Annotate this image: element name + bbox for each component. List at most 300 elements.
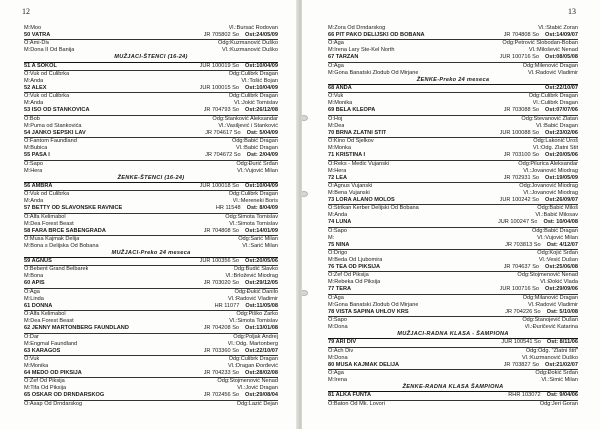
registration-number: JR 703088 Šo — [503, 107, 540, 114]
entry-number: 54 — [24, 129, 31, 136]
parent-info: M:Zora Od Drndarskog — [328, 25, 386, 31]
parent-info: M:Anda — [24, 100, 44, 107]
entry-detail-row — [328, 145, 578, 152]
entry-title — [24, 107, 90, 114]
entry-title — [328, 175, 347, 182]
entry-detail-row — [24, 161, 278, 168]
breeder-owner-info: Vl.:Brložević Miodrag — [225, 273, 278, 280]
entry-number: 69 — [328, 107, 335, 114]
parent-info: M: — [328, 234, 335, 241]
parent-info: M:Bona s Delijska Od Bobana — [24, 242, 99, 249]
parent-info: M:Hera — [328, 167, 347, 174]
entry-title — [24, 258, 52, 265]
parent-info: M:Bubica — [24, 145, 48, 152]
breeder-owner-info: Vl.:Jovanović Miodrag — [523, 189, 578, 196]
registration-number: JUR 100716 Šo — [499, 54, 540, 61]
entry-title — [328, 286, 351, 293]
entry-title — [328, 54, 358, 61]
dog-name: MUSA KAJMAK DELIJA — [335, 361, 399, 368]
parent-info: O:Vuk — [328, 93, 344, 100]
entry-title — [328, 219, 351, 226]
entry-detail-row — [328, 205, 578, 212]
entry-header-row — [328, 197, 578, 205]
entry-detail-row — [24, 191, 278, 198]
breeder-owner-info: Vl.:Jovanović Miodrag — [523, 167, 578, 174]
dog-name: ANDA — [335, 84, 352, 91]
entry-detail-row — [24, 334, 278, 341]
entry-header-row — [328, 264, 578, 272]
parent-info: O:Asap Od Drndarskog — [24, 400, 83, 407]
parent-info: O:Musa Kajmak Delija — [24, 235, 80, 242]
birth-date: Ost: 8/04/09 — [246, 205, 278, 212]
entry-title — [24, 228, 106, 235]
breeder-owner-info: Odg:Babić Dragan — [231, 138, 278, 145]
entry-detail-row — [24, 266, 278, 273]
entry-detail-row — [328, 317, 578, 324]
entry-title — [328, 130, 386, 137]
breeder-owner-info: Vl.:Kuzmanović Duško — [222, 47, 278, 54]
entry-header-row — [328, 152, 578, 160]
entry-header-row — [328, 242, 578, 250]
entry-number: 50 — [24, 32, 31, 38]
parent-info: O:Aga — [328, 40, 344, 47]
dog-name: AGNUS — [31, 258, 52, 265]
registration-number: JUR 100247 Šo — [497, 219, 538, 226]
entry-detail-row — [24, 138, 278, 145]
dog-name: OSKAR OD DRNDARSKOG — [31, 392, 105, 399]
entry-title — [24, 63, 57, 70]
left-page-number: 12 — [22, 7, 30, 16]
parent-info: M:Linda — [24, 295, 44, 302]
birth-date: Ost:29/09/06 — [545, 286, 578, 293]
birth-date: Ost:29/08/04 — [245, 392, 278, 399]
parent-info: O:Zef Od Piksija — [328, 272, 369, 279]
left-page — [0, 0, 298, 429]
breeder-owner-info: Odg:Petrović Slobodan-Boban — [502, 40, 578, 47]
breeder-owner-info: Vl.:Đuričević Katarina — [524, 324, 578, 331]
entry-detail-row — [24, 25, 278, 32]
breeder-owner-info: Vl.:Vujović Milan — [537, 234, 578, 241]
entry-title — [24, 32, 50, 39]
dog-name: BELA KLEOPA — [335, 107, 376, 114]
entry-detail-row — [328, 93, 578, 100]
entry-title — [328, 32, 425, 39]
parent-info: O:Vuk od Ćulibrka — [24, 93, 70, 100]
entry-detail-row — [24, 236, 278, 243]
entry-number: 60 — [24, 280, 31, 287]
entry-header-row — [24, 228, 278, 236]
breeder-owner-info: Odg:Milenović Dragan — [522, 62, 578, 69]
parent-info: O:Aga — [328, 62, 344, 69]
birth-date: Ost:21/02/07 — [545, 361, 578, 368]
entry-detail-row — [328, 40, 578, 47]
registration-number: JR 704226 Šo — [505, 308, 541, 315]
breeder-owner-info: Vl.:Tošić Bojan — [241, 77, 278, 84]
parent-info: O:Vuk od Ćulibrka — [24, 191, 70, 198]
dog-name: TEA OD PIKSIJA — [335, 264, 381, 271]
registration-number: JR 703813 Šo — [505, 241, 541, 248]
breeder-owner-info: Vl.:Vesić Dušan — [538, 257, 578, 264]
entry-number: 78 — [328, 308, 335, 315]
breeder-owner-info: Vl.:Babić Dragan — [236, 145, 278, 152]
breeder-owner-info: Vl.:Mereneki Boris — [232, 198, 278, 205]
parent-info: O:Reks - Medic Vujanski — [328, 160, 390, 167]
breeder-owner-info: Vl.:Kuzmanović Duško — [522, 354, 578, 361]
breeder-owner-info: Vl.:Đokić Vlada — [540, 279, 578, 286]
section-heading: MUŽJACI-RADNA KLASA - ŠAMPIONA — [328, 331, 578, 339]
entry-number: 63 — [24, 347, 31, 354]
birth-date: Ost:28/02/08 — [245, 370, 278, 377]
entry-detail-row — [328, 295, 578, 302]
entry-number: 51 — [24, 62, 31, 69]
entry-header-row — [24, 152, 278, 160]
breeder-owner-info: Vl.:Babić Milosav — [535, 212, 578, 219]
binding-hole — [302, 290, 308, 296]
entry-header-row — [328, 130, 578, 138]
entry-header-row — [24, 392, 278, 400]
entry-detail-row — [24, 71, 278, 78]
entry-detail-row — [328, 168, 578, 175]
registration-number: JR 704808 Šo — [503, 32, 540, 38]
registration-number: JR 702456 Šo — [203, 392, 240, 399]
parent-info: M:Beda Od Ljubomira — [328, 257, 383, 264]
parent-info: M:Bona — [24, 273, 44, 280]
dog-name: NINA — [335, 241, 350, 248]
birth-date: Ost:14/01/09 — [245, 227, 278, 234]
breeder-owner-info: Vl.:Stabić Zoran — [538, 25, 578, 31]
parent-info: O:Bob — [24, 115, 40, 122]
parent-info: M:Puma od Stankovića — [24, 122, 82, 129]
entry-header-row — [328, 309, 578, 317]
entry-detail-row — [328, 116, 578, 123]
breeder-owner-info: Vl.:Jokić Tomislav — [233, 100, 278, 107]
entry-detail-row — [328, 100, 578, 107]
parent-info: M:Dona II Od Banija — [24, 47, 75, 54]
birth-date: Ost:07/07/06 — [545, 107, 578, 114]
entry-title — [24, 370, 82, 377]
entry-number: 80 — [328, 361, 335, 368]
entry-number: 67 — [328, 54, 335, 61]
entry-detail-row — [24, 93, 278, 100]
parent-info: M:Dea Forest Beast — [24, 220, 74, 227]
parent-info: M:Moo — [24, 25, 42, 31]
birth-date: Ost: 9/04/06 — [546, 392, 578, 399]
right-page — [302, 0, 600, 429]
registration-number: JUR 100018 Šo — [199, 182, 240, 189]
entry-header-row — [24, 130, 278, 138]
entry-detail-row — [328, 235, 578, 242]
breeder-owner-info: Odg:Ćulibrk Dragan — [228, 356, 278, 363]
registration-number: JR 704617 Šo — [205, 129, 241, 136]
parent-info: M:Monika — [24, 363, 49, 370]
entry-detail-row — [24, 123, 278, 130]
birth-date: Ost:26/12/08 — [245, 107, 278, 114]
entry-number: 76 — [328, 264, 335, 271]
breeder-owner-info: Vl.:Radović Vladimir — [527, 69, 578, 76]
parent-info: O:Ach Div — [328, 347, 354, 354]
breeder-owner-info: Vl.:Radović Vladimir — [227, 295, 278, 302]
parent-info: O:Alfa Kelimabol — [24, 213, 66, 220]
breeder-owner-info: Odg:Šarić Milan — [238, 235, 278, 242]
entry-detail-row — [24, 341, 278, 348]
breeder-owner-info: Odg:Stevanović Zlatan — [521, 115, 578, 122]
entry-detail-row — [328, 272, 578, 279]
entry-detail-row — [328, 47, 578, 54]
parent-info: M:Dona — [328, 324, 348, 331]
parent-info: M:Hera — [24, 167, 43, 174]
entry-detail-row — [328, 123, 578, 130]
entry-number: 74 — [328, 219, 335, 226]
entry-detail-row — [24, 243, 278, 250]
parent-info: O:Baton Od Mk. Lovori — [328, 400, 385, 407]
entry-title — [328, 242, 349, 249]
entry-number: 59 — [24, 258, 31, 265]
entry-header-row — [328, 392, 578, 400]
dog-name: VATRA — [31, 32, 51, 38]
entry-detail-row — [24, 289, 278, 296]
dog-name: TARZAN — [335, 54, 359, 61]
entry-detail-row — [24, 311, 278, 318]
registration-number: JR 703020 Šo — [203, 280, 240, 287]
entry-detail-row — [328, 257, 578, 264]
birth-date: Ost:29/12/05 — [245, 280, 278, 287]
birth-date: Ost:14/09/07 — [545, 32, 578, 38]
entry-title — [328, 197, 395, 204]
entry-detail-row — [328, 279, 578, 286]
parent-info: O:Ami-Div — [24, 40, 50, 47]
dog-name: JANKO ŠEPSKI LAV — [31, 129, 86, 136]
entry-detail-row — [24, 214, 278, 221]
breeder-owner-info: Odg:Ćulibrk Dragan — [228, 70, 278, 77]
birth-date: Ost:20/05/06 — [245, 258, 278, 265]
dog-name: TERA — [335, 286, 352, 293]
parent-info: O:Agnus Vujanski — [328, 182, 373, 189]
section-heading: MUŽJACI-ŠTENCI (16-24) — [24, 54, 278, 62]
dog-name: BRNA ZLATNI ŠTIT — [335, 129, 387, 136]
birth-date: Ost:22/10/07 — [545, 84, 578, 91]
registration-number: JUR 100716 Šo — [499, 286, 540, 293]
entry-title — [24, 325, 129, 332]
entry-header-row — [24, 348, 278, 356]
registration-number: JR 702931 Šo — [503, 174, 540, 181]
entry-detail-row — [24, 385, 278, 392]
birth-date: Ost:10/04/09 — [245, 182, 278, 189]
binding-hole — [302, 191, 308, 197]
entry-header-row — [24, 63, 278, 71]
breeder-owner-info: Vl.:Odg. Martonberg — [227, 340, 278, 347]
parent-info: O:Zef Od Piksija — [24, 378, 65, 385]
parent-info: O:Aga — [24, 288, 40, 295]
entry-title — [24, 303, 52, 310]
entry-detail-row — [24, 40, 278, 47]
entry-detail-row — [24, 100, 278, 107]
entry-header-row — [328, 362, 578, 370]
entry-detail-row — [24, 116, 278, 123]
breeder-owner-info: Vl.:Babić Dragan — [536, 122, 578, 129]
breeder-owner-info: Odg:Piško Zarko — [236, 311, 278, 318]
entry-number: 77 — [328, 286, 335, 293]
registration-number: JR 704233 Šo — [203, 370, 240, 377]
entry-number: 70 — [328, 129, 335, 136]
dog-name: ALKA FUNTA — [335, 392, 372, 399]
parent-info: M:Dea Forest Beast — [24, 318, 74, 325]
parent-info: M:Dona — [328, 354, 348, 361]
breeder-owner-info: Odg:Babić Dragan — [531, 227, 578, 234]
breeder-owner-info: Odg:Đukić Danilo — [234, 288, 278, 295]
parent-info: O:Strikan Kerber Delijski Od Bobana — [328, 205, 419, 212]
breeder-owner-info: Odg:Milanović Dragan — [522, 294, 578, 301]
parent-info: M:Gona Banatski Zlodub Od Mirjane — [328, 301, 419, 308]
parent-info: M:Gona Banatski Zlodub Od Mirjane — [328, 69, 419, 76]
entry-title — [24, 152, 50, 159]
section-heading: ŽENKE-RADNA KLASA ŠAMPIONA — [328, 384, 578, 392]
registration-number: RHR 103072 — [508, 392, 541, 399]
breeder-owner-info: Odg:Đurić Srđan — [236, 160, 278, 167]
breeder-owner-info: Odg:Đokić Srđan — [535, 370, 578, 377]
parent-info: M:Rebeka Od Piksija — [328, 279, 381, 286]
entry-title — [24, 205, 122, 212]
parent-info: O:Šapo — [24, 160, 43, 167]
entry-detail-row — [24, 363, 278, 370]
right-page-number: 13 — [568, 7, 576, 16]
entry-title — [328, 392, 371, 399]
entry-number: 57 — [24, 205, 31, 212]
breeder-owner-info: Vl.:Simota Tomislav — [229, 318, 278, 325]
section-heading: MUŽJACI-Preko 24 meseca — [24, 250, 278, 258]
entry-header-row — [24, 32, 278, 40]
breeder-owner-info: Odg:Babić Miloš — [537, 205, 578, 212]
dog-name: ISO OD STANKOVIĆA — [31, 107, 90, 114]
registration-number: JR 704672 Šo — [205, 152, 241, 159]
entry-detail-row — [328, 212, 578, 219]
registration-number: JR 704637 Šo — [503, 264, 540, 271]
entry-detail-row — [328, 401, 578, 408]
entry-header-row — [24, 205, 278, 213]
parent-info: O:Hoj — [328, 115, 343, 122]
entry-detail-row — [24, 378, 278, 385]
breeder-owner-info: Odg:Stojmenović Nenad — [517, 272, 578, 279]
birth-date: Ost: 5/10/08 — [546, 308, 578, 315]
birth-date: Ost:24/05/09 — [245, 32, 278, 38]
breeder-owner-info: Odg:Stanković Aleksandar — [212, 115, 278, 122]
birth-date: Ost:19/05/09 — [545, 174, 578, 181]
entry-number: 75 — [328, 241, 335, 248]
right-page-listing — [328, 25, 578, 408]
entry-header-row — [24, 183, 278, 191]
breeder-owner-info: Odg:Pilurica Aleksandar — [518, 160, 578, 167]
entry-detail-row — [328, 70, 578, 77]
dog-name: KARAGOŠ — [31, 347, 61, 354]
breeder-owner-info: Odg:Ćulibrk Dragan — [228, 93, 278, 100]
breeder-owner-info: Odg:Lakonić Uroš — [533, 138, 578, 145]
breeder-owner-info: Odg:Budić Slavko — [233, 266, 278, 273]
breeder-owner-info: Vl.:Simota Tomislav — [229, 220, 278, 227]
registration-number: JUR 100541 Šo — [501, 339, 541, 346]
entry-detail-row — [328, 63, 578, 70]
entry-number: 72 — [328, 174, 335, 181]
registration-number: JR 703827 Šo — [503, 361, 540, 368]
entry-title — [328, 362, 399, 369]
entry-header-row — [328, 85, 578, 93]
entry-title — [328, 85, 352, 92]
registration-number: JR 704793 Šo — [203, 107, 240, 114]
dog-name: LEA — [335, 174, 347, 181]
dog-name: KRISTINA I — [335, 152, 366, 159]
entry-header-row — [24, 107, 278, 115]
breeder-owner-info: Vl.:Bursać Rodovan — [228, 25, 278, 31]
dog-name: FARA BRCE ŠABENGRADA — [31, 227, 106, 234]
entry-title — [24, 348, 60, 355]
breeder-owner-info: Vl.:Šarić Milan — [242, 242, 278, 249]
registration-number: JR 704208 Šo — [203, 325, 240, 332]
breeder-owner-info: Odg:Lazić Dejan — [236, 400, 278, 407]
section-heading: ŽENKE-Preko 24 meseca — [328, 77, 578, 85]
entry-number: 62 — [24, 325, 31, 332]
entry-header-row — [24, 370, 278, 378]
left-page-listing — [24, 25, 278, 408]
breeder-owner-info: Vl.:Dragan Đorđević — [227, 363, 278, 370]
parent-info: M:Tifa Od Piksija — [24, 385, 67, 392]
entry-title — [24, 183, 52, 190]
birth-date: Ost:08/05/08 — [545, 54, 578, 61]
entry-title — [328, 152, 365, 159]
entry-detail-row — [24, 168, 278, 175]
entry-detail-row — [24, 296, 278, 303]
entry-number: 52 — [24, 84, 31, 91]
entry-title — [24, 85, 47, 92]
registration-number: JUR 100015 Šo — [199, 84, 240, 91]
section-heading: ŽENKE-ŠTENCI (16-24) — [24, 175, 278, 183]
breeder-owner-info: Vl.:Radović Vladimir — [527, 301, 578, 308]
entry-number: 68 — [328, 84, 335, 91]
breeder-owner-info: Vl.:Šimić Milan — [541, 377, 578, 384]
breeder-owner-info: Odg:Kuzmanović Duško — [217, 40, 278, 47]
birth-date: Ost:26/09/07 — [545, 196, 578, 203]
dog-name: APIS — [31, 280, 45, 287]
entry-header-row — [24, 325, 278, 333]
entry-number: 71 — [328, 152, 335, 159]
parent-info: M:Irena Lary Ste-Kel North — [328, 47, 395, 54]
entry-number: 79 — [328, 339, 335, 346]
entry-detail-row — [328, 370, 578, 377]
entry-detail-row — [328, 250, 578, 257]
registration-number: HR 11548 — [215, 205, 241, 212]
birth-date: Ost: 4/12/07 — [546, 241, 578, 248]
birth-date: Ost:20/05/06 — [545, 152, 578, 159]
entry-header-row — [328, 107, 578, 115]
entry-number: 66 — [328, 32, 335, 38]
birth-date: Ost:23/02/06 — [545, 129, 578, 136]
entry-detail-row — [24, 221, 278, 228]
dog-name: ALEX — [31, 84, 47, 91]
parent-info: O:Drigo — [328, 250, 348, 257]
dog-name: ARI DIV — [335, 339, 357, 346]
parent-info: O:Vuk od Ćulibrka — [24, 70, 70, 77]
entry-title — [24, 130, 86, 137]
entry-number: 73 — [328, 196, 335, 203]
dog-name: BETTY OD SLAVONSKE RAVNICE — [31, 205, 123, 212]
breeder-owner-info: Odg:Jeri Goran — [539, 400, 578, 407]
dog-name: PAŠA I — [31, 152, 50, 159]
entry-detail-row — [328, 25, 578, 32]
entry-detail-row — [24, 401, 278, 408]
parent-info: M:Anda — [328, 212, 348, 219]
parent-info: O:Dar — [24, 333, 39, 340]
entry-detail-row — [328, 190, 578, 197]
entry-header-row — [24, 303, 278, 311]
entry-number: 58 — [24, 227, 31, 234]
entry-detail-row — [24, 145, 278, 152]
